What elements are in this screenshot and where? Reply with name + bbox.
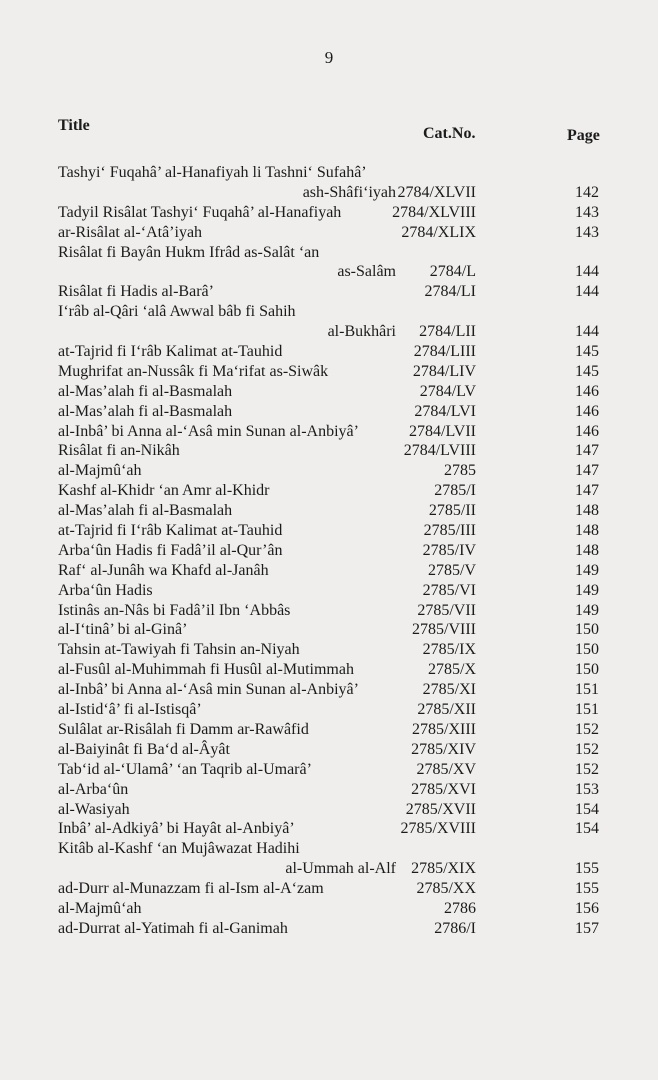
entry-title: al-Baiyinât fi Ba‘d al-Âyât — [58, 740, 230, 758]
entry-cat-no: 2785/XII — [417, 701, 476, 719]
entry-title: ad-Durrat al-Yatimah fi al-Ganimah — [58, 919, 288, 937]
entry-cat-no: 2785/II — [428, 502, 476, 520]
catalog-entry-row — [0, 243, 658, 263]
entry-title: Arba‘ûn Hadis fi Fadâ’il al-Qur’ân — [58, 541, 283, 559]
entry-page: 144 — [575, 263, 599, 281]
catalog-entry-row — [0, 183, 658, 203]
entry-cat-no: 2785/XIII — [412, 720, 476, 738]
entry-cat-no: 2785 — [444, 462, 476, 480]
entry-cat-no: 2785/XI — [422, 681, 476, 699]
entry-title: al-Majmû‘ah — [58, 899, 142, 917]
catalog-entries — [0, 163, 658, 939]
entry-title: al-Majmû‘ah — [58, 462, 142, 480]
entry-cat-no: 2785/XVI — [411, 780, 476, 798]
entry-title-continuation: al-Ummah al-Alf — [285, 860, 396, 878]
entry-page: 148 — [575, 502, 599, 520]
catalog-entry-row — [0, 680, 658, 700]
entry-page: 152 — [575, 760, 599, 778]
catalog-entry-row — [0, 541, 658, 561]
entry-page: 149 — [575, 601, 599, 619]
entry-title: al-Mas’alah fi al-Basmalah — [58, 402, 233, 420]
entry-cat-no: 2784/XLIX — [401, 223, 476, 241]
entry-cat-no: 2785/XX — [416, 880, 476, 898]
catalog-entry-row — [0, 302, 658, 322]
entry-page: 157 — [575, 919, 599, 937]
catalog-entry-row — [0, 561, 658, 581]
entry-page: 146 — [575, 382, 599, 400]
catalog-entry-row — [0, 601, 658, 621]
entry-page: 151 — [575, 701, 599, 719]
catalog-entry-row — [0, 203, 658, 223]
catalog-entry-row — [0, 700, 658, 720]
entry-title: Mughrifat an-Nussâk fi Ma‘rifat as-Siwâk — [58, 362, 329, 380]
entry-page: 144 — [575, 323, 599, 341]
entry-page: 152 — [575, 740, 599, 758]
column-header-page: Page — [567, 127, 600, 144]
entry-cat-no: 2785/VII — [417, 601, 476, 619]
entry-cat-no: 2786 — [444, 899, 476, 917]
entry-cat-no: 2784/LVI — [414, 402, 476, 420]
entry-title: al-I‘tinâ’ bi al-Ginâ’ — [58, 621, 188, 639]
catalog-entry-row — [0, 720, 658, 740]
catalog-entry-row — [0, 879, 658, 899]
entry-title: al-Istid‘â’ fi al-Istisqâ’ — [58, 701, 202, 719]
entry-page: 151 — [575, 681, 599, 699]
entry-title: al-Mas’alah fi al-Basmalah — [58, 382, 233, 400]
entry-cat-no: 2785/VI — [422, 581, 476, 599]
entry-page: 149 — [575, 581, 599, 599]
catalog-entry-row — [0, 521, 658, 541]
catalog-entry-row — [0, 620, 658, 640]
entry-cat-no: 2785/X — [428, 661, 476, 679]
catalog-entry-row — [0, 163, 658, 183]
catalog-entry-row — [0, 501, 658, 521]
catalog-entry-row — [0, 780, 658, 800]
entry-title-continuation: as-Salâm — [337, 263, 396, 281]
entry-title-continuation: ash-Shâfi‘iyah — [302, 183, 396, 201]
entry-title: al-Inbâ’ bi Anna al-‘Asâ min Sunan al-Anbiyâ’ — [58, 681, 359, 699]
catalog-entry-row — [0, 660, 658, 680]
entry-cat-no: 2785/III — [423, 522, 476, 540]
entry-cat-no: 2784/LIII — [413, 343, 476, 361]
entry-cat-no: 2784/LII — [419, 323, 476, 341]
entry-title: Risâlat fi an-Nikâh — [58, 442, 180, 460]
catalog-entry-row — [0, 819, 658, 839]
entry-title: Kashf al-Khidr ‘an Amr al-Khidr — [58, 482, 270, 500]
catalog-entry-row — [0, 422, 658, 442]
entry-page: 146 — [575, 422, 599, 440]
catalog-entry-row — [0, 362, 658, 382]
entry-title: Tashyi‘ Fuqahâ’ al-Hanafiyah li Tashni‘ Sufahâ’ — [58, 164, 367, 181]
catalog-entry-row — [0, 402, 658, 422]
catalog-entry-row — [0, 322, 658, 342]
entry-page: 143 — [575, 203, 599, 221]
entry-title: Tadyil Risâlat Tashyi‘ Fuqahâ’ al-Hanafiyah — [58, 203, 342, 221]
entry-title: at-Tajrid fi I‘râb Kalimat at-Tauhid — [58, 522, 283, 540]
entry-cat-no: 2784/L — [429, 263, 476, 281]
entry-title: al-Mas’alah fi al-Basmalah — [58, 502, 233, 520]
entry-title: I‘râb al-Qâri ‘alâ Awwal bâb fi Sahih — [58, 303, 296, 321]
catalog-entry-row — [0, 581, 658, 601]
entry-title: Risâlat fi Bayân Hukm Ifrâd as-Salât ‘an — [58, 243, 320, 261]
entry-title: at-Tajrid fi I‘râb Kalimat at-Tauhid — [58, 343, 283, 361]
entry-title: Kitâb al-Kashf ‘an Mujâwazat Hadihi — [58, 840, 300, 858]
entry-title: Sulâlat ar-Risâlah fi Damm ar-Rawâfid — [58, 720, 309, 738]
catalog-entry-row — [0, 223, 658, 243]
entry-cat-no: 2785/V — [428, 561, 476, 579]
entry-cat-no: 2784/XLVIII — [392, 203, 476, 221]
catalog-entry-row — [0, 760, 658, 780]
entry-title: Arba‘ûn Hadis — [58, 581, 153, 599]
catalog-entry-row — [0, 441, 658, 461]
entry-title: Raf‘ al-Junâh wa Khafd al-Janâh — [58, 561, 269, 579]
entry-cat-no: 2785/I — [434, 482, 476, 500]
entry-cat-no: 2785/XIX — [411, 860, 476, 878]
catalog-entry-row — [0, 262, 658, 282]
catalog-entry-row — [0, 382, 658, 402]
catalog-entry-row — [0, 282, 658, 302]
entry-cat-no: 2784/LVII — [409, 422, 476, 440]
entry-page: 142 — [575, 183, 599, 201]
catalog-entry-row — [0, 342, 658, 362]
entry-title: ad-Durr al-Munazzam fi al-Ism al-A‘zam — [58, 880, 324, 898]
entry-cat-no: 2785/IV — [422, 541, 476, 559]
catalog-entry-row — [0, 461, 658, 481]
entry-page: 147 — [575, 442, 599, 460]
catalog-entry-row — [0, 481, 658, 501]
entry-page: 147 — [575, 462, 599, 480]
column-header-cat-no: Cat.No. — [423, 125, 476, 142]
entry-title: Risâlat fi Hadis al-Barâ’ — [58, 283, 214, 301]
catalog-entry-row — [0, 800, 658, 820]
entry-cat-no: 2785/IX — [422, 641, 476, 659]
entry-cat-no: 2784/XLVII — [397, 183, 476, 201]
catalog-entry-row — [0, 859, 658, 879]
entry-cat-no: 2784/LVIII — [403, 442, 476, 460]
entry-title: Tahsin at-Tawiyah fi Tahsin an-Niyah — [58, 641, 300, 659]
entry-page: 154 — [575, 820, 599, 838]
entry-page: 144 — [575, 283, 599, 301]
entry-title: ar-Risâlat al-‘Atâ’iyah — [58, 223, 203, 241]
entry-page: 155 — [575, 880, 599, 898]
entry-page: 149 — [575, 561, 599, 579]
entry-cat-no: 2784/LV — [419, 382, 476, 400]
entry-cat-no: 2785/VIII — [412, 621, 476, 639]
entry-title: al-Inbâ’ bi Anna al-‘Asâ min Sunan al-Anbiyâ’ — [58, 422, 359, 440]
page-number: 9 — [324, 48, 334, 67]
entry-page: 146 — [575, 402, 599, 420]
entry-page: 150 — [575, 641, 599, 659]
entry-cat-no: 2784/LIV — [412, 362, 476, 380]
catalog-entry-row — [0, 740, 658, 760]
column-header-title: Title — [58, 117, 90, 134]
entry-page: 154 — [575, 800, 599, 818]
catalog-entry-row — [0, 640, 658, 660]
entry-title: Inbâ’ al-Adkiyâ’ bi Hayât al-Anbiyâ’ — [58, 820, 295, 838]
entry-cat-no: 2785/XV — [416, 760, 476, 778]
entry-page: 152 — [575, 720, 599, 738]
entry-title: Istinâs an-Nâs bi Fadâ’il Ibn ‘Abbâs — [58, 601, 291, 619]
entry-page: 147 — [575, 482, 599, 500]
catalog-entry-row — [0, 839, 658, 859]
entry-cat-no: 2785/XIV — [411, 740, 476, 758]
entry-page: 148 — [575, 541, 599, 559]
entry-title: al-Arba‘ûn — [58, 780, 129, 798]
entry-page: 143 — [575, 223, 599, 241]
entry-cat-no: 2785/XVII — [405, 800, 476, 818]
entry-page: 148 — [575, 522, 599, 540]
entry-page: 150 — [575, 621, 599, 639]
entry-page: 155 — [575, 860, 599, 878]
catalog-entry-row — [0, 919, 658, 939]
entry-cat-no: 2784/LI — [424, 283, 476, 301]
entry-page: 150 — [575, 661, 599, 679]
entry-page: 156 — [575, 899, 599, 917]
entry-title: Tab‘id al-‘Ulamâ’ ‘an Taqrib al-Umarâ’ — [58, 760, 312, 778]
entry-page: 153 — [575, 780, 599, 798]
entry-cat-no: 2785/XVIII — [400, 820, 476, 838]
entry-title-continuation: al-Bukhâri — [327, 323, 396, 341]
entry-title: al-Wasiyah — [58, 800, 130, 818]
entry-page: 145 — [575, 343, 599, 361]
entry-cat-no: 2786/I — [434, 919, 476, 937]
catalog-entry-row — [0, 899, 658, 919]
entry-page: 145 — [575, 362, 599, 380]
entry-title: al-Fusûl al-Muhimmah fi Husûl al-Mutimmah — [58, 661, 354, 679]
